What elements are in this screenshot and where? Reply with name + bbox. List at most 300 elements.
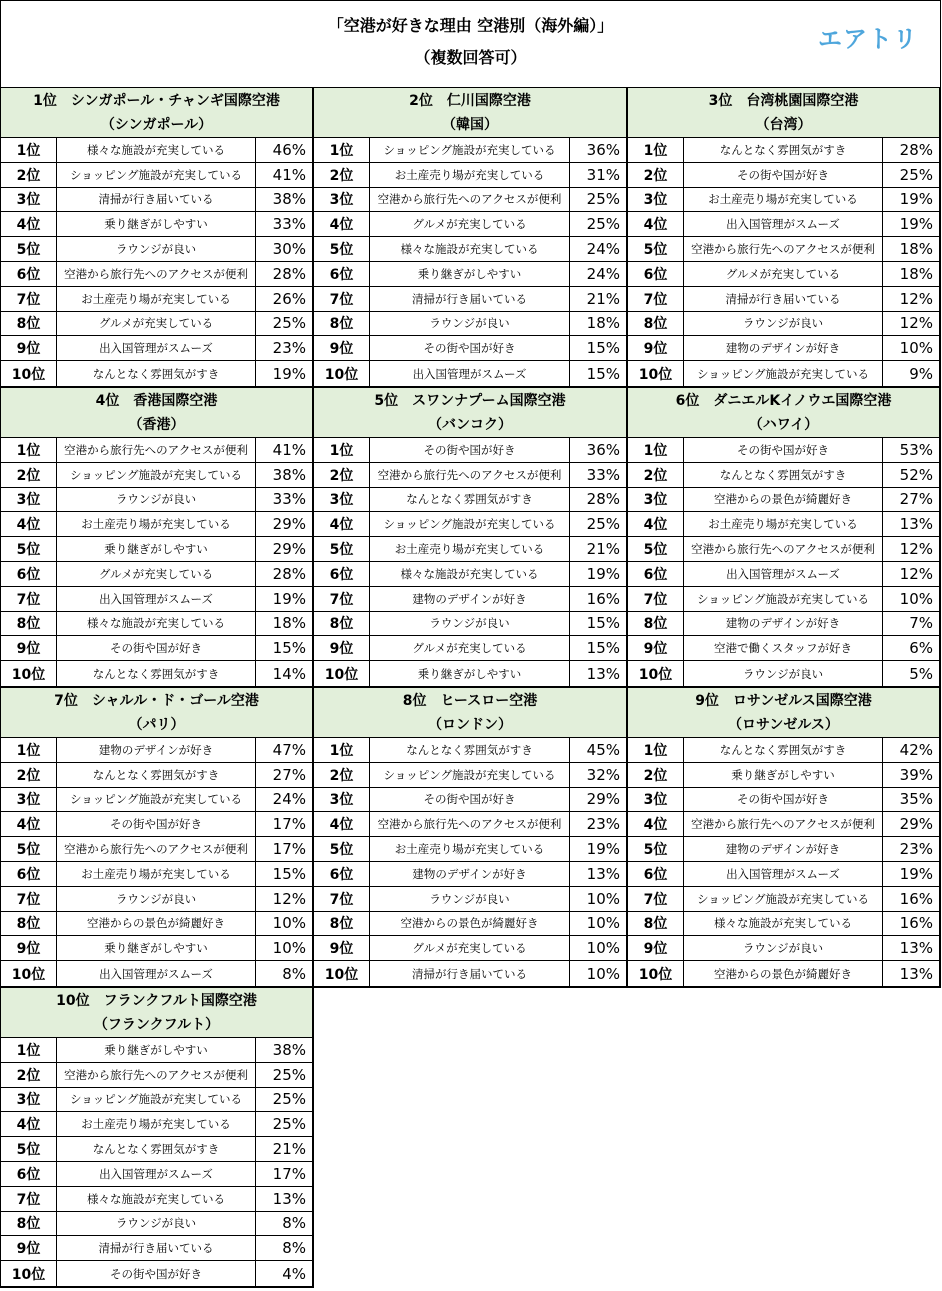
rank-cell: 5位 [1, 1137, 57, 1161]
airport-block [314, 388, 628, 688]
percent-cell: 12% [272, 889, 306, 908]
percent-cell: 33% [586, 465, 620, 484]
percent-cell: 15% [586, 364, 620, 383]
rank-cell: 2位 [1, 763, 57, 787]
rank-cell: 2位 [314, 763, 370, 787]
airport-location: （シンガポール） [100, 116, 213, 133]
airport-block [628, 88, 941, 388]
rank-cell: 7位 [628, 587, 684, 611]
rank-cell: 4位 [628, 812, 684, 836]
rank-cell: 3位 [314, 788, 370, 812]
reason-cell: ショッピング施設が充実している [57, 463, 256, 487]
percent-cell: 28% [272, 264, 306, 283]
reason-cell: 出入国管理がスムーズ [370, 361, 570, 386]
table-row [314, 862, 626, 887]
reason-cell: 空港から旅行先へのアクセスが便利 [684, 237, 883, 261]
table-row [314, 763, 626, 788]
percent-cell: 33% [272, 490, 306, 509]
rank-cell: 6位 [1, 562, 57, 586]
percent-cell: 13% [586, 864, 620, 883]
percent-cell: 27% [272, 765, 306, 784]
table-row [314, 961, 626, 986]
rank-cell: 1位 [1, 138, 57, 162]
airport-location: （香港） [128, 416, 185, 433]
reason-cell: お土産売り場が充実している [57, 862, 256, 886]
rank-cell: 5位 [1, 237, 57, 261]
rank-cell: 8位 [314, 612, 370, 636]
table-row [1, 887, 312, 912]
table-row [1, 862, 312, 887]
percent-cell: 16% [586, 589, 620, 608]
rank-cell: 6位 [1, 862, 57, 886]
reason-cell: その街や国が好き [57, 812, 256, 836]
reason-cell: ショッピング施設が充実している [370, 138, 570, 162]
rank-cell: 3位 [1, 488, 57, 512]
reason-cell: お土産売り場が充実している [684, 188, 883, 212]
table-row [1, 912, 312, 937]
reason-cell: ショッピング施設が充実している [370, 512, 570, 536]
reason-cell: 清掃が行き届いている [57, 188, 256, 212]
rank-cell: 7位 [1, 887, 57, 911]
percent-cell: 25% [586, 190, 620, 209]
percent-cell: 33% [272, 215, 306, 234]
airport-header [314, 688, 626, 738]
airport-name: 10位 フランクフルト国際空港 [56, 992, 257, 1009]
airport-header [1, 988, 312, 1038]
reason-cell: 空港から旅行先へのアクセスが便利 [684, 812, 883, 836]
reason-cell: 建物のデザインが好き [684, 336, 883, 360]
rank-cell: 5位 [1, 537, 57, 561]
table-row [628, 188, 939, 213]
table-row [314, 562, 626, 587]
rank-cell: 2位 [1, 463, 57, 487]
percent-cell: 41% [272, 165, 306, 184]
percent-cell: 25% [586, 515, 620, 534]
table-row [628, 438, 939, 463]
reason-cell: 建物のデザインが好き [370, 587, 570, 611]
reason-cell: 乗り継ぎがしやすい [57, 537, 256, 561]
rank-cell: 8位 [1, 612, 57, 636]
airport-location: （ロンドン） [428, 716, 512, 733]
airport-header [628, 688, 939, 738]
reason-cell: 乗り継ぎがしやすい [57, 212, 256, 236]
reason-cell: 空港から旅行先へのアクセスが便利 [57, 262, 256, 286]
rank-cell: 3位 [628, 188, 684, 212]
percent-cell: 29% [272, 540, 306, 559]
reason-cell: ショッピング施設が充実している [684, 361, 883, 386]
percent-cell: 8% [282, 1214, 306, 1233]
percent-cell: 12% [899, 289, 933, 308]
percent-cell: 14% [272, 664, 306, 683]
percent-cell: 19% [899, 864, 933, 883]
reason-cell: グルメが充実している [370, 212, 570, 236]
percent-cell: 28% [586, 490, 620, 509]
reason-cell: ラウンジが良い [57, 237, 256, 261]
table-row [1, 738, 312, 763]
reason-cell: 出入国管理がスムーズ [57, 961, 256, 986]
table-row [628, 237, 939, 262]
table-row [314, 636, 626, 661]
rank-cell: 9位 [1, 336, 57, 360]
rank-cell: 3位 [314, 488, 370, 512]
percent-cell: 15% [586, 339, 620, 358]
reason-cell: 空港からの景色が綺麗好き [370, 912, 570, 936]
percent-cell: 10% [586, 964, 620, 983]
table-row [1, 488, 312, 513]
percent-cell: 28% [272, 564, 306, 583]
table-row [314, 738, 626, 763]
percent-cell: 36% [586, 140, 620, 159]
reason-cell: 空港から旅行先へのアクセスが便利 [57, 438, 256, 462]
table-row [314, 812, 626, 837]
reason-cell: ショッピング施設が充実している [370, 763, 570, 787]
airport-location: （パリ） [128, 716, 185, 733]
table-row [314, 438, 626, 463]
table-row [314, 262, 626, 287]
table-row [628, 912, 939, 937]
percent-cell: 12% [899, 540, 933, 559]
rank-cell: 3位 [1, 1088, 57, 1112]
percent-cell: 30% [272, 240, 306, 259]
percent-cell: 46% [272, 140, 306, 159]
reason-cell: 出入国管理がスムーズ [684, 862, 883, 886]
reason-cell: 空港から旅行先へのアクセスが便利 [57, 1063, 256, 1087]
percent-cell: 13% [586, 664, 620, 683]
percent-cell: 23% [899, 840, 933, 859]
rank-cell: 3位 [1, 788, 57, 812]
percent-cell: 13% [899, 515, 933, 534]
table-row [1, 287, 312, 312]
reason-cell: その街や国が好き [684, 438, 883, 462]
rank-cell: 6位 [1, 1162, 57, 1186]
percent-cell: 18% [899, 264, 933, 283]
table-row [1, 936, 312, 961]
rank-cell: 9位 [628, 936, 684, 960]
table-row [314, 138, 626, 163]
table-row [314, 287, 626, 312]
percent-cell: 42% [899, 740, 933, 759]
rank-cell: 8位 [314, 312, 370, 336]
rank-cell: 3位 [1, 188, 57, 212]
airport-name: 2位 仁川国際空港 [409, 92, 531, 109]
percent-cell: 5% [909, 664, 933, 683]
percent-cell: 38% [272, 465, 306, 484]
airport-location: （ロサンゼルス） [728, 716, 839, 733]
table-row [1, 1261, 312, 1286]
rank-cell: 4位 [1, 1112, 57, 1136]
reason-cell: 清掃が行き届いている [57, 1236, 256, 1260]
percent-cell: 13% [272, 1189, 306, 1208]
rank-cell: 6位 [628, 262, 684, 286]
table-row [1, 1063, 312, 1088]
reason-cell: ショッピング施設が充実している [684, 587, 883, 611]
rank-cell: 6位 [314, 562, 370, 586]
table-row [1, 763, 312, 788]
rank-cell: 2位 [628, 163, 684, 187]
airport-block [0, 688, 314, 988]
percent-cell: 39% [899, 765, 933, 784]
rank-cell: 9位 [1, 1236, 57, 1260]
rank-cell: 5位 [314, 537, 370, 561]
rank-cell: 3位 [628, 788, 684, 812]
airport-name: 4位 香港国際空港 [95, 392, 218, 409]
percent-cell: 38% [272, 190, 306, 209]
percent-cell: 45% [586, 740, 620, 759]
percent-cell: 32% [586, 765, 620, 784]
table-row [628, 463, 939, 488]
rank-cell: 7位 [314, 587, 370, 611]
table-row [628, 361, 939, 386]
rank-cell: 4位 [314, 812, 370, 836]
table-row [1, 1112, 312, 1137]
table-row [1, 1187, 312, 1212]
percent-cell: 10% [586, 939, 620, 958]
airport-name: 1位 シンガポール・チャンギ国際空港 [33, 92, 280, 109]
percent-cell: 23% [586, 815, 620, 834]
reason-cell: 清掃が行き届いている [684, 287, 883, 311]
reason-cell: なんとなく雰囲気がすき [684, 738, 883, 762]
percent-cell: 10% [899, 589, 933, 608]
rank-cell: 9位 [628, 336, 684, 360]
airport-name: 5位 スワンナプーム国際空港 [374, 392, 566, 409]
reason-cell: 建物のデザインが好き [57, 738, 256, 762]
percent-cell: 12% [899, 564, 933, 583]
percent-cell: 8% [282, 964, 306, 983]
table-row [628, 312, 939, 337]
table-row [314, 661, 626, 686]
reason-cell: 清掃が行き届いている [370, 961, 570, 986]
reason-cell: 出入国管理がスムーズ [684, 212, 883, 236]
reason-cell: お土産売り場が充実している [57, 1112, 256, 1136]
percent-cell: 13% [899, 939, 933, 958]
table-row [628, 488, 939, 513]
table-row [628, 562, 939, 587]
rank-cell: 1位 [628, 438, 684, 462]
rank-cell: 6位 [314, 862, 370, 886]
percent-cell: 19% [899, 190, 933, 209]
reason-cell: なんとなく雰囲気がすき [684, 463, 883, 487]
percent-cell: 26% [272, 289, 306, 308]
reason-cell: グルメが充実している [370, 636, 570, 660]
percent-cell: 18% [272, 614, 306, 633]
airport-header [628, 88, 939, 138]
percent-cell: 10% [272, 914, 306, 933]
percent-cell: 24% [272, 790, 306, 809]
reason-cell: グルメが充実している [370, 936, 570, 960]
rank-cell: 5位 [628, 537, 684, 561]
airport-location: （ハワイ） [748, 416, 819, 433]
table-row [628, 587, 939, 612]
reason-cell: お土産売り場が充実している [684, 512, 883, 536]
reason-cell: 空港から旅行先へのアクセスが便利 [57, 837, 256, 861]
reason-cell: グルメが充実している [57, 562, 256, 586]
rank-cell: 8位 [1, 912, 57, 936]
table-row [628, 961, 939, 986]
percent-cell: 21% [586, 540, 620, 559]
reason-cell: 出入国管理がスムーズ [57, 1162, 256, 1186]
rank-cell: 1位 [314, 738, 370, 762]
rank-cell: 1位 [628, 738, 684, 762]
airport-header [314, 388, 626, 438]
rank-cell: 6位 [628, 862, 684, 886]
rank-cell: 4位 [628, 512, 684, 536]
table-row [628, 537, 939, 562]
reason-cell: ショッピング施設が充実している [57, 163, 256, 187]
rank-cell: 10位 [1, 1261, 57, 1286]
percent-cell: 10% [586, 889, 620, 908]
reason-cell: 空港からの景色が綺麗好き [57, 912, 256, 936]
percent-cell: 25% [272, 1115, 306, 1134]
reason-cell: 乗り継ぎがしやすい [370, 661, 570, 686]
reason-cell: ショッピング施設が充実している [684, 887, 883, 911]
reason-cell: その街や国が好き [684, 788, 883, 812]
rank-cell: 9位 [628, 636, 684, 660]
rank-cell: 1位 [314, 438, 370, 462]
table-row [1, 312, 312, 337]
table-row [314, 312, 626, 337]
reason-cell: 様々な施設が充実している [684, 912, 883, 936]
table-row [1, 1162, 312, 1187]
table-row [314, 361, 626, 386]
percent-cell: 16% [899, 889, 933, 908]
table-row [314, 237, 626, 262]
reason-cell: 様々な施設が充実している [57, 138, 256, 162]
rank-cell: 7位 [1, 587, 57, 611]
airport-name: 8位 ヒースロー空港 [402, 692, 538, 709]
reason-cell: その街や国が好き [57, 636, 256, 660]
table-row [1, 212, 312, 237]
table-row [628, 936, 939, 961]
reason-cell: 乗り継ぎがしやすい [57, 1038, 256, 1062]
percent-cell: 15% [586, 639, 620, 658]
reason-cell: ラウンジが良い [370, 312, 570, 336]
reason-cell: なんとなく雰囲気がすき [370, 488, 570, 512]
rank-cell: 2位 [1, 1063, 57, 1087]
airport-name: 6位 ダニエルKイノウエ国際空港 [675, 392, 892, 409]
table-row [1, 1212, 312, 1237]
percent-cell: 17% [272, 1164, 306, 1183]
rank-cell: 1位 [314, 138, 370, 162]
rank-cell: 7位 [314, 287, 370, 311]
reason-cell: ラウンジが良い [684, 661, 883, 686]
rank-cell: 10位 [314, 361, 370, 386]
table-row [314, 912, 626, 937]
rank-cell: 7位 [628, 287, 684, 311]
percent-cell: 10% [899, 339, 933, 358]
reason-cell: お土産売り場が充実している [57, 512, 256, 536]
percent-cell: 19% [586, 564, 620, 583]
percent-cell: 47% [272, 740, 306, 759]
reason-cell: 乗り継ぎがしやすい [370, 262, 570, 286]
rank-cell: 3位 [628, 488, 684, 512]
table-row [1, 237, 312, 262]
reason-cell: なんとなく雰囲気がすき [57, 1137, 256, 1161]
table-row [1, 188, 312, 213]
percent-cell: 24% [586, 264, 620, 283]
table-row [1, 961, 312, 986]
reason-cell: 出入国管理がスムーズ [684, 562, 883, 586]
rank-cell: 8位 [628, 312, 684, 336]
table-row [1, 537, 312, 562]
airport-header [1, 688, 312, 738]
table-row [1, 636, 312, 661]
reason-cell: 建物のデザインが好き [684, 612, 883, 636]
table-row [1, 812, 312, 837]
percent-cell: 21% [586, 289, 620, 308]
reason-cell: 乗り継ぎがしやすい [684, 763, 883, 787]
percent-cell: 29% [272, 515, 306, 534]
table-row [1, 512, 312, 537]
percent-cell: 12% [899, 314, 933, 333]
percent-cell: 36% [586, 440, 620, 459]
rank-cell: 10位 [314, 961, 370, 986]
rank-cell: 10位 [628, 961, 684, 986]
table-row [628, 512, 939, 537]
percent-cell: 53% [899, 440, 933, 459]
rank-cell: 1位 [1, 738, 57, 762]
airport-location: （台湾） [755, 116, 812, 133]
rank-cell: 1位 [1, 438, 57, 462]
rank-cell: 10位 [314, 661, 370, 686]
airport-block [314, 688, 628, 988]
reason-cell: 空港から旅行先へのアクセスが便利 [684, 537, 883, 561]
table-row [628, 887, 939, 912]
table-row [628, 763, 939, 788]
rank-cell: 10位 [628, 661, 684, 686]
reason-cell: ラウンジが良い [57, 488, 256, 512]
table-row [628, 788, 939, 813]
airport-block [628, 688, 941, 988]
reason-cell: 出入国管理がスムーズ [57, 587, 256, 611]
table-row [314, 788, 626, 813]
rank-cell: 2位 [628, 763, 684, 787]
rank-cell: 4位 [628, 212, 684, 236]
reason-cell: 様々な施設が充実している [370, 562, 570, 586]
percent-cell: 25% [272, 314, 306, 333]
percent-cell: 6% [909, 639, 933, 658]
percent-cell: 4% [282, 1264, 306, 1283]
reason-cell: なんとなく雰囲気がすき [370, 738, 570, 762]
reason-cell: ラウンジが良い [57, 1212, 256, 1236]
rank-cell: 5位 [1, 837, 57, 861]
rank-cell: 10位 [1, 661, 57, 686]
reason-cell: 空港から旅行先へのアクセスが便利 [370, 463, 570, 487]
percent-cell: 28% [899, 140, 933, 159]
table-row [314, 336, 626, 361]
percent-cell: 29% [586, 790, 620, 809]
percent-cell: 35% [899, 790, 933, 809]
reason-cell: 出入国管理がスムーズ [57, 336, 256, 360]
airport-header [314, 88, 626, 138]
airport-block [0, 88, 314, 388]
airport-block [628, 388, 941, 688]
table-row [628, 862, 939, 887]
percent-cell: 19% [586, 840, 620, 859]
table-row [628, 812, 939, 837]
percent-cell: 25% [272, 1065, 306, 1084]
rank-cell: 1位 [1, 1038, 57, 1062]
percent-cell: 18% [586, 314, 620, 333]
rank-cell: 1位 [628, 138, 684, 162]
rank-cell: 2位 [1, 163, 57, 187]
percent-cell: 25% [899, 165, 933, 184]
rank-cell: 2位 [314, 163, 370, 187]
rank-cell: 4位 [1, 212, 57, 236]
rank-cell: 8位 [1, 312, 57, 336]
percent-cell: 31% [586, 165, 620, 184]
table-row [314, 612, 626, 637]
rank-cell: 7位 [628, 887, 684, 911]
